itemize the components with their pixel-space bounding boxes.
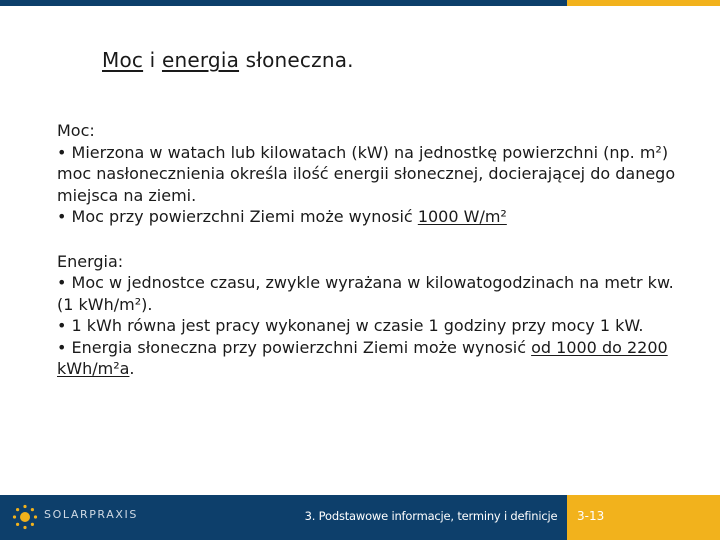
- energia-bullet-3-text: • Energia słoneczna przy powierzchni Ziemi może wynosić: [57, 337, 532, 357]
- title-word-moc: Moc: [102, 48, 144, 72]
- title-connector: i: [143, 48, 162, 72]
- moc-bullet-2-value: 1000 W/m²: [417, 207, 507, 226]
- slide-title: [102, 48, 354, 72]
- paragraph-gap: [57, 228, 687, 251]
- page-number: 3-13: [577, 509, 605, 523]
- moc-bullet-1: • Mierzona w watach lub kilowatach (kW) na jednostkę powierzchni (np. m²) moc nasłonecznienia określa ilość energii słonecznej, docierającej do danego miejsca na ziemi.: [57, 142, 676, 205]
- energia-heading: Energia:: [57, 251, 124, 271]
- page-number-box: [567, 495, 720, 540]
- energia-bullet-3-value: od 1000 do 2200 kWh/m²a: [57, 337, 668, 378]
- moc-heading: Moc:: [57, 121, 95, 140]
- footer-section-title: 3. Podstawowe informacje, terminy i definicje: [304, 509, 558, 523]
- title-rest: słoneczna.: [239, 48, 354, 72]
- slide-body: [57, 120, 687, 380]
- sun-icon: [12, 504, 38, 530]
- moc-bullet-2-text: • Moc przy powierzchni Ziemi może wynosić: [57, 207, 418, 226]
- energia-bullet-1: • Moc w jednostce czasu, zwykle wyrażana w kilowatogodzinach na metr kw. (1 kWh/m²).: [57, 273, 674, 314]
- moc-bullet-2: [57, 206, 687, 228]
- top-bar-accent: [567, 0, 720, 6]
- title-word-energia: energia: [161, 48, 240, 72]
- energia-bullet-3-end: .: [129, 359, 135, 378]
- brand-name: SOLARPRAXIS: [44, 508, 138, 521]
- energia-bullet-3: [57, 337, 687, 380]
- footer-bar: [0, 495, 720, 540]
- energia-bullet-2: • 1 kWh równa jest pracy wykonanej w czasie 1 godziny przy mocy 1 kW.: [57, 316, 644, 335]
